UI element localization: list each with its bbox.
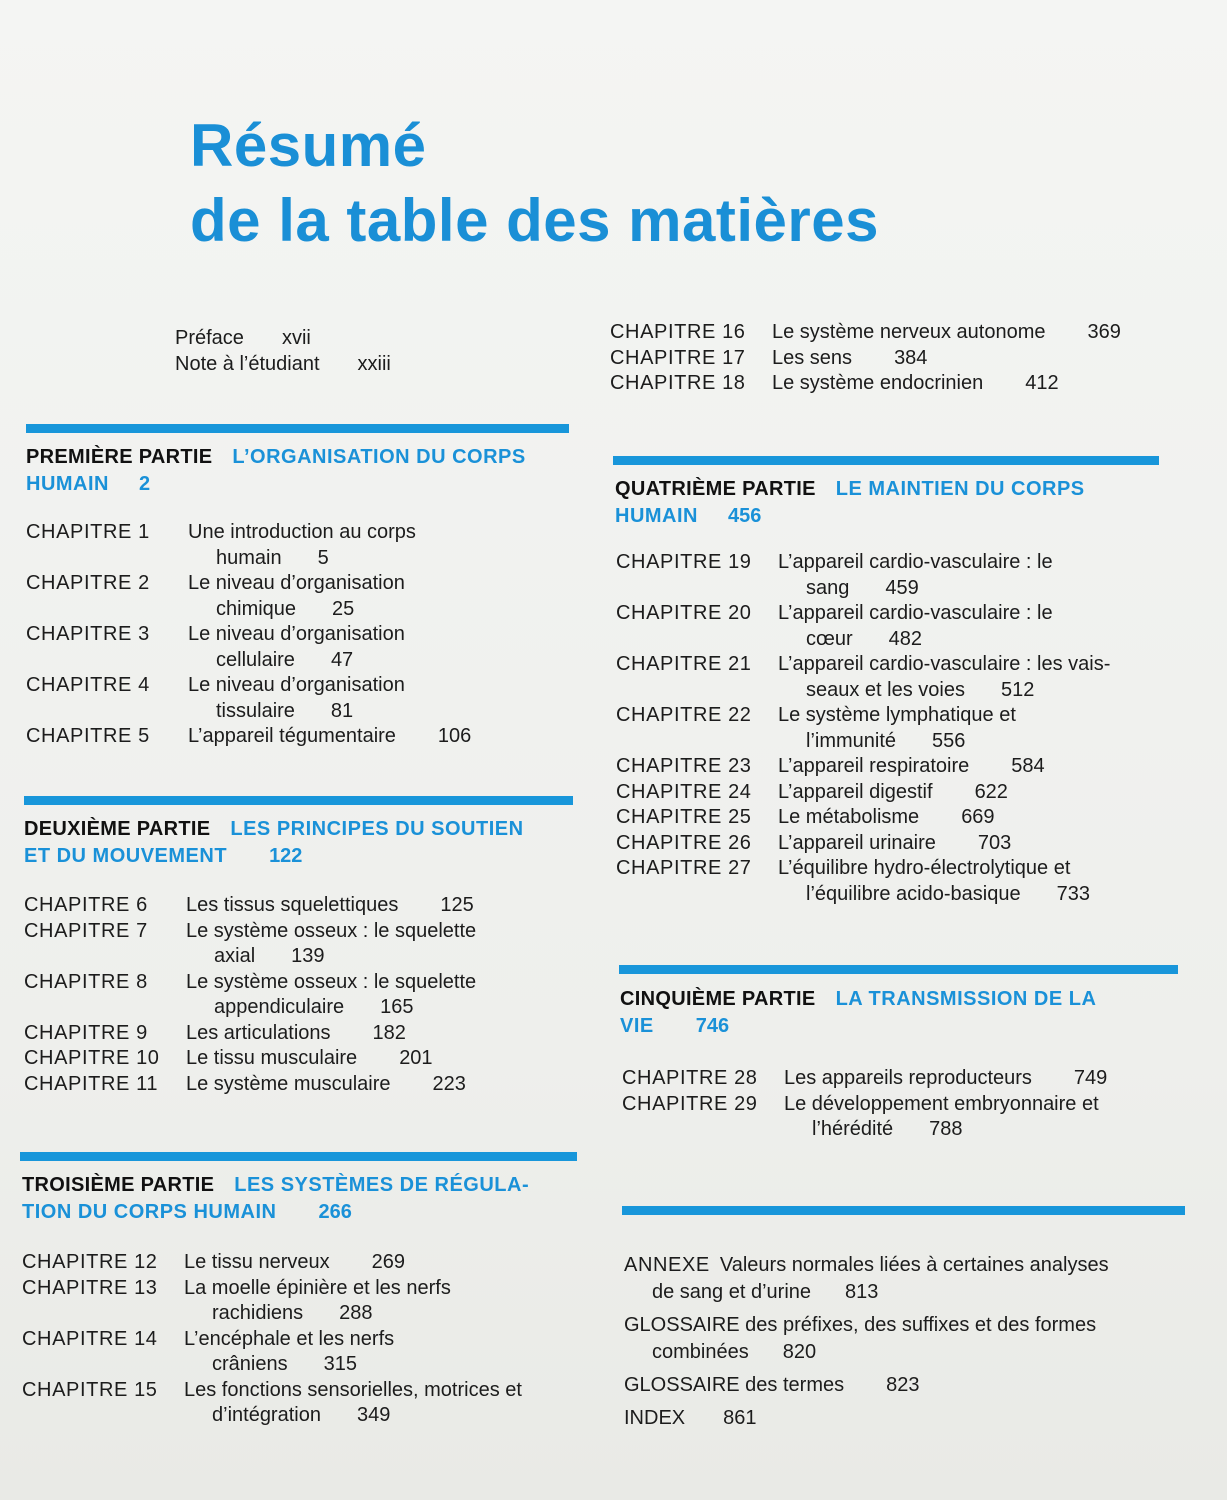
chapter-entry: CHAPITRE 1 Une introduction au corps humain 5 xyxy=(26,521,416,569)
chapter-entry: CHAPITRE 22 Le système lymphatique et l’immunité 556 xyxy=(616,704,1016,752)
chapter-entry: CHAPITRE 18 Le système endocrinien 412 xyxy=(610,372,1059,394)
page-title xyxy=(190,108,879,258)
part-3-divider xyxy=(20,1152,577,1161)
chapter-entry: CHAPITRE 24 L’appareil digestif 622 xyxy=(616,780,1008,803)
index-entry: INDEX 861 xyxy=(624,1407,757,1429)
part-1-divider xyxy=(26,424,569,433)
chapter-entry: CHAPITRE 26 L’appareil urinaire 703 xyxy=(616,831,1012,854)
chapter-entry: CHAPITRE 6 Les tissus squelettiques 125 xyxy=(24,894,474,916)
chapter-entry: CHAPITRE 15 Les fonctions sensorielles, motrices et d’intégration 349 xyxy=(22,1378,522,1426)
title-line-2: de la table des matières xyxy=(190,187,879,254)
part-4-chapters xyxy=(616,550,1110,907)
chapter-entry: CHAPITRE 23 L’appareil respiratoire 584 xyxy=(616,755,1045,777)
chapter-entry: CHAPITRE 12 Le tissu nerveux 269 xyxy=(22,1251,406,1273)
part-4-divider xyxy=(613,456,1159,465)
chapter-entry: CHAPITRE 13 La moelle épinière et les nerfs rachidiens 288 xyxy=(22,1276,451,1324)
annexes xyxy=(624,1252,1109,1432)
chapter-entry: CHAPITRE 4 Le niveau d’organisation tissulaire 81 xyxy=(26,674,405,722)
annexes-divider xyxy=(622,1206,1185,1215)
annex-entry: ANNEXE Valeurs normales liées à certaines analyses de sang et d’urine 813 xyxy=(624,1254,1109,1303)
part-3-heading: TROISIÈME PARTIE LES SYSTÈMES DE RÉGULA- TION DU CORPS HUMAIN 266 xyxy=(22,1174,530,1223)
part-2-divider xyxy=(24,796,573,805)
chapter-entry: CHAPITRE 19 L’appareil cardio-vasculaire : le sang 459 xyxy=(616,551,1053,599)
chapter-entry: CHAPITRE 2 Le niveau d’organisation chimique 25 xyxy=(26,572,405,620)
chapter-entry: CHAPITRE 25 Le métabolisme 669 xyxy=(616,806,995,828)
chapter-entry: CHAPITRE 17 Les sens 384 xyxy=(610,346,928,369)
front-matter xyxy=(175,326,391,377)
chapter-entry: CHAPITRE 3 Le niveau d’organisation cellulaire 47 xyxy=(26,623,405,671)
chapter-entry: CHAPITRE 11 Le système musculaire 223 xyxy=(24,1072,466,1095)
part-3-chapters-continued xyxy=(610,320,1121,397)
part-1-heading: PREMIÈRE PARTIE L’ORGANISATION DU CORPS HUMAIN 2 xyxy=(26,446,526,495)
chapter-entry: CHAPITRE 20 L’appareil cardio-vasculaire : le cœur 482 xyxy=(616,602,1053,650)
part-5-divider xyxy=(619,965,1178,974)
part-4-heading: QUATRIÈME PARTIE LE MAINTIEN DU CORPS HUMAIN 456 xyxy=(615,478,1085,527)
part-2-heading: DEUXIÈME PARTIE LES PRINCIPES DU SOUTIEN ET DU MOUVEMENT 122 xyxy=(24,818,524,867)
chapter-entry: CHAPITRE 8 Le système osseux : le squelette appendiculaire 165 xyxy=(24,970,477,1018)
part-1-chapters xyxy=(26,520,471,750)
chapter-entry: CHAPITRE 7 Le système osseux : le squelette axial 139 xyxy=(24,919,477,967)
front-item-note: Note à l’étudiant xxiii xyxy=(175,352,391,375)
chapter-entry: CHAPITRE 10 Le tissu musculaire 201 xyxy=(24,1047,433,1069)
chapter-entry: CHAPITRE 14 L’encéphale et les nerfs crâniens 315 xyxy=(22,1327,395,1375)
part-2-chapters xyxy=(24,893,476,1097)
part-3-chapters xyxy=(22,1250,522,1429)
chapter-entry: CHAPITRE 16 Le système nerveux autonome 369 xyxy=(610,321,1121,343)
glossary-entry: GLOSSAIRE des préfixes, des suffixes et des formes combinées 820 xyxy=(624,1314,1097,1363)
chapter-entry: CHAPITRE 5 L’appareil tégumentaire 106 xyxy=(26,725,472,747)
chapter-entry: CHAPITRE 9 Les articulations 182 xyxy=(24,1021,406,1044)
chapter-entry: CHAPITRE 21 L’appareil cardio-vasculaire : les vais- seaux et les voies 512 xyxy=(616,653,1111,701)
part-5-heading: CINQUIÈME PARTIE LA TRANSMISSION DE LA VIE 746 xyxy=(620,988,1097,1037)
title-line-1: Résumé xyxy=(190,112,427,179)
part-5-chapters xyxy=(622,1066,1107,1143)
chapter-entry: CHAPITRE 28 Les appareils reproducteurs 749 xyxy=(622,1067,1108,1089)
glossary-entry: GLOSSAIRE des termes 823 xyxy=(624,1374,920,1396)
chapter-entry: CHAPITRE 29 Le développement embryonnaire et l’hérédité 788 xyxy=(622,1092,1099,1140)
front-item-preface: Préface xvii xyxy=(175,327,311,349)
chapter-entry: CHAPITRE 27 L’équilibre hydro-électrolytique et l’équilibre acido-basique 733 xyxy=(616,857,1090,905)
